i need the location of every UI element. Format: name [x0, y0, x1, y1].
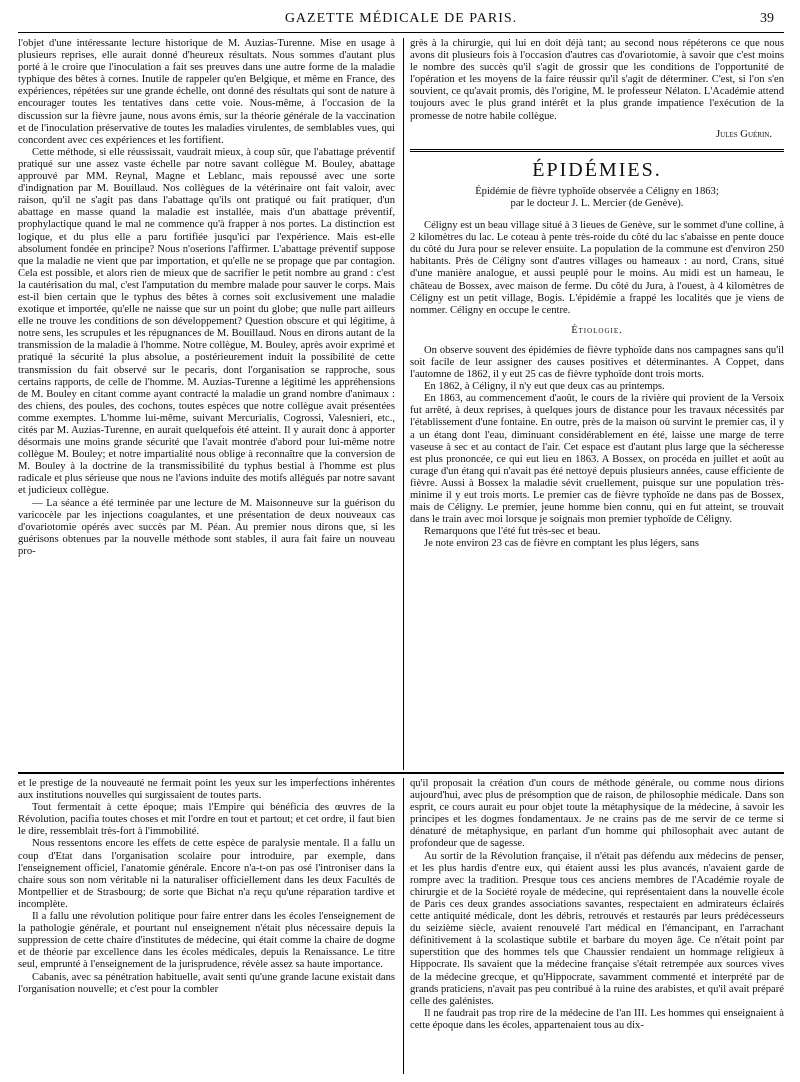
paragraph: Céligny est un beau village situé à 3 lieues de Genève, sur le sommet d'une colline, à 2 kilomètres du lac. Le coteau à pente très-roide du côté du lac s'abaisse en pente douce du côté du Jura pour se relever ensuite. La population de la commune est d'environ 250 habitants. Près de Céligny sont d'autres villages ou hameaux : au nord, Crans, situé d'une manière analogue, et aussi peuplé pour le moins. Au midi est un hameau, le château de Bossex, avec maison de ferme. Du côté du Jura, à l'ouest, à 4 kilomètres de Céligny est un petit village, Bogis. L'épidémie a frappé les localités que je viens de nommer. Céligny en occupe le centre. [410, 220, 784, 316]
paragraph: Je note environ 23 cas de fièvre en comptant les plus légers, sans [424, 538, 700, 550]
paragraph: Tout fermentait à cette époque; mais l'Empire qui bénéficia des œuvres de la Révolution, pacifia toutes choses et mit l'ordre en tout et partout; et cet ordre, il faut bien le dire, ressemblait très-fort à l'immobilité. [18, 802, 395, 838]
paragraph: Il ne faudrait pas trop rire de la médecine de l'an III. Les hommes qui enseignaient à cette époque dans les écoles, appartenaient tous au dix- [410, 1007, 784, 1031]
paragraph: Remarquons que l'été fut très-sec et beau. [424, 526, 601, 538]
page-number: 39 [760, 11, 774, 26]
journal-title: GAZETTE MÉDICALE DE PARIS. [284, 11, 518, 26]
feuilleton-divider [18, 772, 784, 774]
paragraph: En 1863, au commencement d'août, le cours de la rivière qui provient de la Versoix fut arrêté, à deux reprises, à quelques jours de distance pour les travaux nécessités par l'établissement d'une fontaine. En outre, près de la maison où survint le premier cas, il y a un étang dont l'eau, diminuant considérablement en été, laisse une marge de terre vaseuse à sec et au contact de l'air. Cet espace est d'autant plus large que la sécheresse est plus prononcée, ce qui eut lieu en 1863. A Bossex, on procéda en juillet et août au curage d'un étang qui n'avait pas été nettoyé depuis plusieurs années, cause efficiente de fièvre. Aussi à Bossex la maladie sévit cruellement, puisque sur une population très-minime il y eut trois morts. Le premier cas de fièvre typhoïde ne dans pas de Bossex, mais de Céligny. Le premier, jeune homme bien connu, qui en fut atteint, se trouvait dans le train avec moi lorsque je soignais mon premier typhoïde de Céligny. [410, 393, 784, 526]
lower-section [18, 778, 784, 1074]
paragraph: qu'il proposait la création d'un cours de méthode générale, ou comme nous dirions aujourd'hui, avec plus de présomption que de raison, de philosophie médicale. Dans son esprit, ce cours aurait eu pour objet toute la métaphysique de la médecine, à savoir les principes et les dogmes fondamentaux. Je ne crains pas de me servir de ce terme si dénaturé de métaphysique, en parlant d'un homme qui philosophait avec autant de profondeur que de sagesse. [410, 778, 784, 850]
paragraph: grès à la chirurgie, qui lui en doit déjà tant; au second nous répéterons ce que nous avons dit plusieurs fois à l'occasion d'autres cas d'ovariotomie, à savoir que c'est moins le nombre des succès qu'il s'agit de grossir que les conditions de l'opportunité de l'opération et les moyens de la faire réussir qu'il s'agit de déterminer. C'est, si l'on s'en souvient, ce qu'avait promis, dès l'origine, M. le professeur Nélaton. L'Académie attend toujours avec le plus grand intérêt et la plus grande impatience l'exécution de la promesse de notre habile collègue. [410, 38, 784, 122]
article-author-line: par le docteur J. L. Mercier (de Genève). [510, 197, 684, 209]
section-title: ÉPIDÉMIES. [532, 158, 662, 181]
paragraph: Il a fallu une révolution politique pour faire entrer dans les écoles l'enseignement de la pathologie générale, et pourtant nul enseignement n'était plus nécessaire depuis la suppression de cette chaire d'institutes de médecine, qui était comme la chaire de dogme et de théorie par excellence dans les écoles médicales, depuis la Renaissance. Le titre seul, emprunté à l'enseignement de la jurisprudence, révèle assez sa haute importance. [18, 911, 395, 971]
column-divider [403, 778, 404, 1074]
paragraph: l'objet d'une intéressante lecture historique de M. Auzias-Turenne. Mise en usage à plusieurs reprises, elle aurait donné d'heureux résultats. Nous sommes d'autant plus porté à le croire que l'inoculation a fait ses preuves dans une autre forme de la maladie typhique des bêtes à cornes. Inutile de rappeler qu'en Belgique, et même en France, des expériences, répétées sur une grande échelle, ont donné des résultats qui sont de nature à encourager toutes les tentatives dans cette voie. Nous-même, à l'occasion de la discussion sur la fièvre jaune, nous avons émis, sur la théorie générale de la vaccination et de l'inoculation préservative de toutes les maladies virulentes, de semblables vues, qui concordent avec ces expériences et les fortifient. [18, 38, 395, 146]
upper-right-column [410, 38, 784, 770]
paragraph: Nous ressentons encore les effets de cette espèce de paralysie mentale. Il a fallu un coup d'Etat dans l'organisation scolaire pour introduire, par exemple, dans l'enseignement officiel, l'anatomie générale. Encore n'a-t-on pas osé l'introniser dans la chaire sous son nom véritable ni la naturaliser officiellement dans les deux Facultés de Montpellier et de Strasbourg; de sorte que Bichat n'a reçu qu'une réparation tardive et incomplète. [18, 838, 395, 910]
article-title-line: Épidémie de fièvre typhoïde observée a Céligny en 1863; [475, 185, 719, 197]
paragraph: — La séance a été terminée par une lecture de M. Maisonneuve sur la guérison du varicocèle par les injections coagulantes, et une présentation de deux nouveaux cas d'ovariotomie opérés avec succès par M. Péan. Au premier nous dirons que, si les guérisons obtenues par la nouvelle méthode sont stables, il aura fait faire un nouveau pro- [18, 497, 395, 557]
author-signature: Jules Guérin. [716, 128, 772, 140]
paragraph: Cabanis, avec sa pénétration habituelle, avait senti qu'une grande lacune existait dans l'organisation nouvelle; et c'est pour la combler [18, 971, 395, 995]
article-subtitle [410, 186, 784, 210]
column-divider [403, 38, 404, 770]
subsection-heading: Étiologie. [571, 324, 623, 336]
upper-left-column [18, 38, 395, 770]
section-divider [410, 149, 784, 152]
paragraph: En 1862, à Céligny, il n'y eut que deux cas au printemps. [424, 381, 665, 393]
lower-right-column [410, 778, 784, 1074]
newspaper-page [18, 8, 784, 1074]
page-header [18, 8, 784, 33]
paragraph: Au sortir de la Révolution française, il n'était pas défendu aux médecins de penser, et les plus hardis d'entre eux, qui étaient aussi les plus avancés, n'avaient garde de rompre avec la tradition. Presque tous ces anciens membres de l'Académie royale de chirurgie et de la Société royale de médecine, qui représentaient dans la nouvelle école de Paris ces deux grandes associations savantes, respectaient en admirateurs éclairés cette antiquité médicale, dont les débris, retrouvés et restaurés par leurs prédécesseurs du seizième siècle, avaient renouvelé l'art médical en l'émancipant, en l'arrachant définitivement à la scolastique subtile et barbare du moyen âge. Ce n'était point par superstition que des hommes tels que Chaussier rendaient un hommage religieux à Hippocrate. Ils savaient que la médecine française s'était retrempée aux sources vives de la médecine grecque, et qu'Hippocrate, savamment commenté et interprété par de grands praticiens, n'avait pas peu contribué à la ruine des arabistes, et qu'il avait préparé celle des galénistes. [410, 850, 784, 1007]
paragraph: et le prestige de la nouveauté ne fermait point les yeux sur les imperfections inhérentes aux institutions nouvelles qui surgissaient de toutes parts. [18, 778, 395, 802]
upper-section [18, 38, 784, 770]
lower-left-column [18, 778, 395, 1074]
paragraph: Cette méthode, si elle réussissait, vaudrait mieux, à coup sûr, que l'abattage préventif pratiqué sur une assez vaste échelle par notre savant collègue M. Bouley, abattage approuvé par MM. Reynal, Magne et Leblanc, mais repoussé avec une sorte d'indignation par M. Bouillaud. Nos collègues de la vétérinaire ont fait valoir, avec raison, qu'il ne s'agit pas dans l'abattage qu'ils ont pratiqué ou fait pratiquer, d'un abattage en masse quand la maladie est installée, mais d'un abattage préventif, prophylactique quand le mal ne commence qu'à frapper à nos portes. La distinction est logique, et du plus elle a paru fortifiée jusqu'ici par l'expérience. Mais est-elle absolument fondée en principe? Nous n'oserions l'affirmer. L'abattage préventif suppose que la maladie ne vient que par importation, et qu'elle ne se propage que par contagion. Cela est possible, et alors rien de mieux que de sacrifier le petit nombre au grand : c'est la cautérisation du mal, c'est l'amputation du membre malade pour sauver le corps. Mais est-il bien certain que le typhus des bêtes à cornes soit exclusivement une maladie exotique et importée, qu'elle ne naisse que sur un point du globe; que nulle part ailleurs elle ne trouve les conditions de son développement? Question obscure et qui légitime, à notre sens, les scrupules et les répugnances de M. Bouillaud. Nous en dirons autant de la transmission de la maladie à l'homme. Notre collègue, M. Bouley, après avoir exprimé et pratiqué la sécurité la plus absolue, a postérieurement induit la possibilité de cette transmission du fait observé sur le pecaris, dont l'organisation se rapproche, sous certains rapports, de celle de l'homme. M. Auzias-Turenne a légitimé les appréhensions de M. Bouley en citant comme ayant contracté la maladie un grand nombre d'animaux : des chiens, des poules, des cochons, toutes espèces que notre collègue avait présentées comme exemptes. L'homme lui-même, suivant Mercurialis, Cogrossi, Valesnieri, etc., cités par M. Auzias-Turenne, en aurait quelquefois été atteint. Il y aurait donc à apporter désormais une moins grande sécurité que l'avait montrée d'abord pour lui-même notre collègue M. Bouley; et notre impartialité nous oblige à reconnaître que la conversion de M. Bouley à la doctrine de la transmissibilité du typhus bestial à l'homme est plus radicale et plus sérieuse que nous ne l'avions induite des motifs allégués par notre savant et judicieux collègue. [18, 146, 395, 497]
paragraph: On observe souvent des épidémies de fièvre typhoïde dans nos campagnes sans qu'il soit facile de leur assigner des causes positives et déterminantes. A Coppet, dans l'automne de 1862, il y eut 25 cas de fièvre typhoïde dont trois morts. [410, 344, 784, 381]
